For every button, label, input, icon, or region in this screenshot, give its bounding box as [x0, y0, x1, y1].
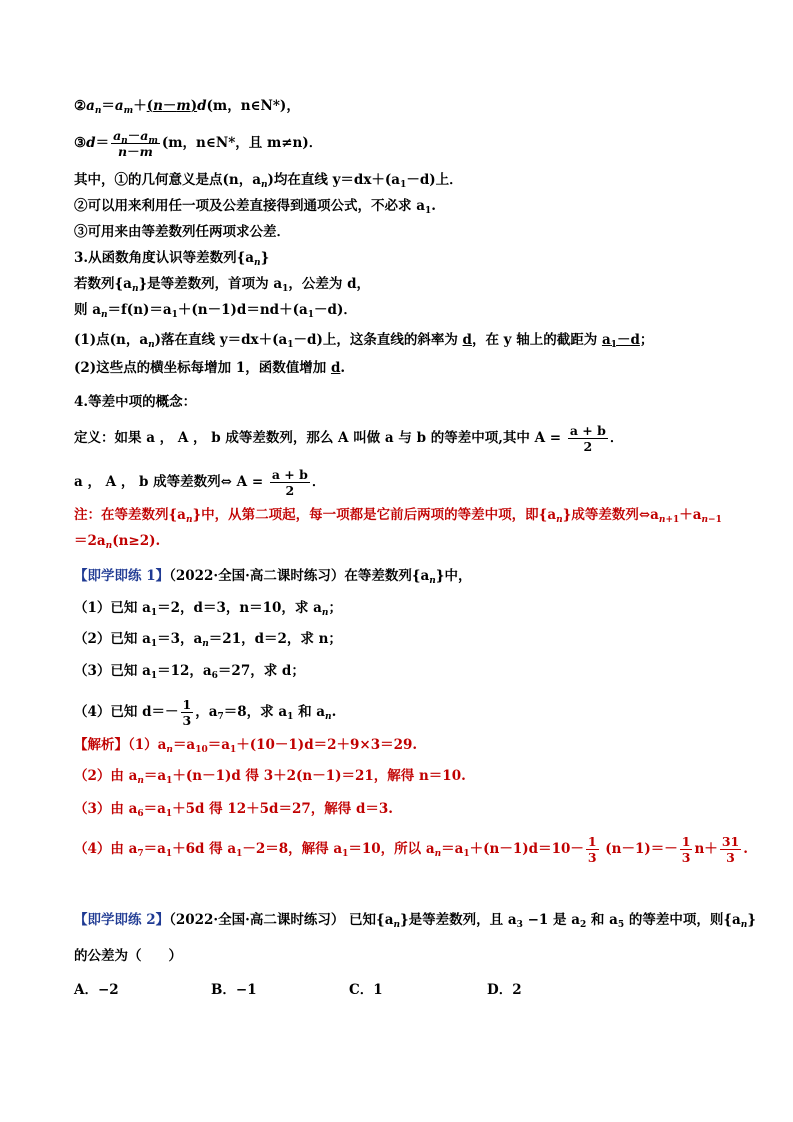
question-1: （1）已知 $a_1=2$，d＝3，n＝10，求 $a_n$； [74, 600, 342, 618]
question-4: （4）已知 d＝－ $\frac{1}{3}$ ，$a_7=8$，求 $a_1$ 和 $a_n$. [74, 697, 337, 728]
section-3-title: 3.从函数角度认识等差数列$\{a_n\}$ [74, 250, 270, 268]
section-3-line-1: 若数列$\{a_n\}$是等差数列，首项为 $a_1$，公差为 d， [74, 276, 371, 294]
note-line-1: 注：在等差数列$\{a_n\}$中，从第二项起，每一项都是它前后两项的等差中项，即$\{a_n\}$成等差数列$\Leftrightarrow a_{n+1}+a_{n-1}$ [74, 507, 722, 525]
section-3-line-4: (2)这些点的横坐标每增加 1，函数值增加 d. [74, 360, 346, 376]
section-3-line-2: 则 $a_n=f(n)=a_1+(n-1)d=nd+(a_1-d)$． [74, 302, 357, 320]
meaning-2: ②可以用来利用任一项及公差直接得到通项公式，不必求 $a_1$. [74, 198, 436, 216]
formula-3: ③d＝ $\frac{a_n-a_m}{n-m}$ (m，n∈N*，且 m≠n)． [74, 128, 323, 159]
note-line-2: $=2a_n(n\ge 2)$. [74, 533, 161, 551]
definition: 定义：如果 a ， A ， b 成等差数列，那么 A 叫做 a 与 b 的等差中项,其中 A = $\frac{a + b}{2}$ ． [74, 423, 624, 454]
choice-d[interactable]: D．2 [487, 982, 522, 998]
exercise-1-header: 【即学即练 1】（2022·全国·高二课时练习）在等差数列$\{a_n\}$中， [74, 568, 472, 586]
section-3-line-3: (1)点(n，$a_n$)落在直线 $y=dx+(a_1-d)$上，这条直线的斜率为 d，在 y 轴上的截距为 $a_1-d$； [74, 332, 654, 350]
solution-3: （3）由 $a_6=a_1+5d$ 得 12＋5d＝27，解得 d＝3. [74, 801, 393, 819]
exercise-2-line-2: 的公差为（ ） [74, 948, 182, 964]
solution-4: （4）由 $a_7=a_1+6d$ 得 $a_1-2=8$，解得 $a_1=10$，所以 $a_n=a_1+(n-1)d=10-$ $\frac{1}{3}$ (n－1)＝－ $\frac{1}{3}$ n＋ $\frac{31}{3}$ . [74, 834, 748, 865]
equivalence: a ， A ， b 成等差数列⇔ A = $\frac{a + b}{2}$ ． [74, 467, 326, 498]
solution-2: （2）由 $a_n=a_1+(n-1)d$ 得 3＋2(n－1)＝21，解得 n＝10. [74, 768, 466, 786]
choice-b[interactable]: B．−1 [211, 982, 257, 998]
section-4-title: 4.等差中项的概念： [74, 394, 197, 410]
choice-a[interactable]: A．−2 [74, 982, 119, 998]
solution-1: 【解析】$(1)a_n=a_{10}=a_1+(10-1)d=2+9\times 3=29$. [74, 737, 418, 755]
choice-c[interactable]: C．1 [349, 982, 383, 998]
question-3: （3）已知 $a_1=12$，$a_6=27$，求 d； [74, 663, 305, 681]
meaning-3: ③可用来由等差数列任两项求公差． [74, 224, 290, 240]
exercise-2-header: 【即学即练 2】（2022·全国·高二课时练习） 已知$\{a_n\}$是等差数列，且 $a_3 -1$ 是 $a_2$ 和 $a_5$ 的等差中项，则$\{a_n\}$ [74, 912, 757, 930]
meaning-1: 其中，①的几何意义是点(n，$a_n$)均在直线 $y=dx+(a_1-d)$上． [74, 172, 463, 190]
question-2: （2）已知 $a_1=3$，$a_n=21$，d＝2，求 n； [74, 631, 342, 649]
formula-2: $②a_n=a_m+(n-m)d(m$，n∈N*)， [74, 98, 300, 116]
